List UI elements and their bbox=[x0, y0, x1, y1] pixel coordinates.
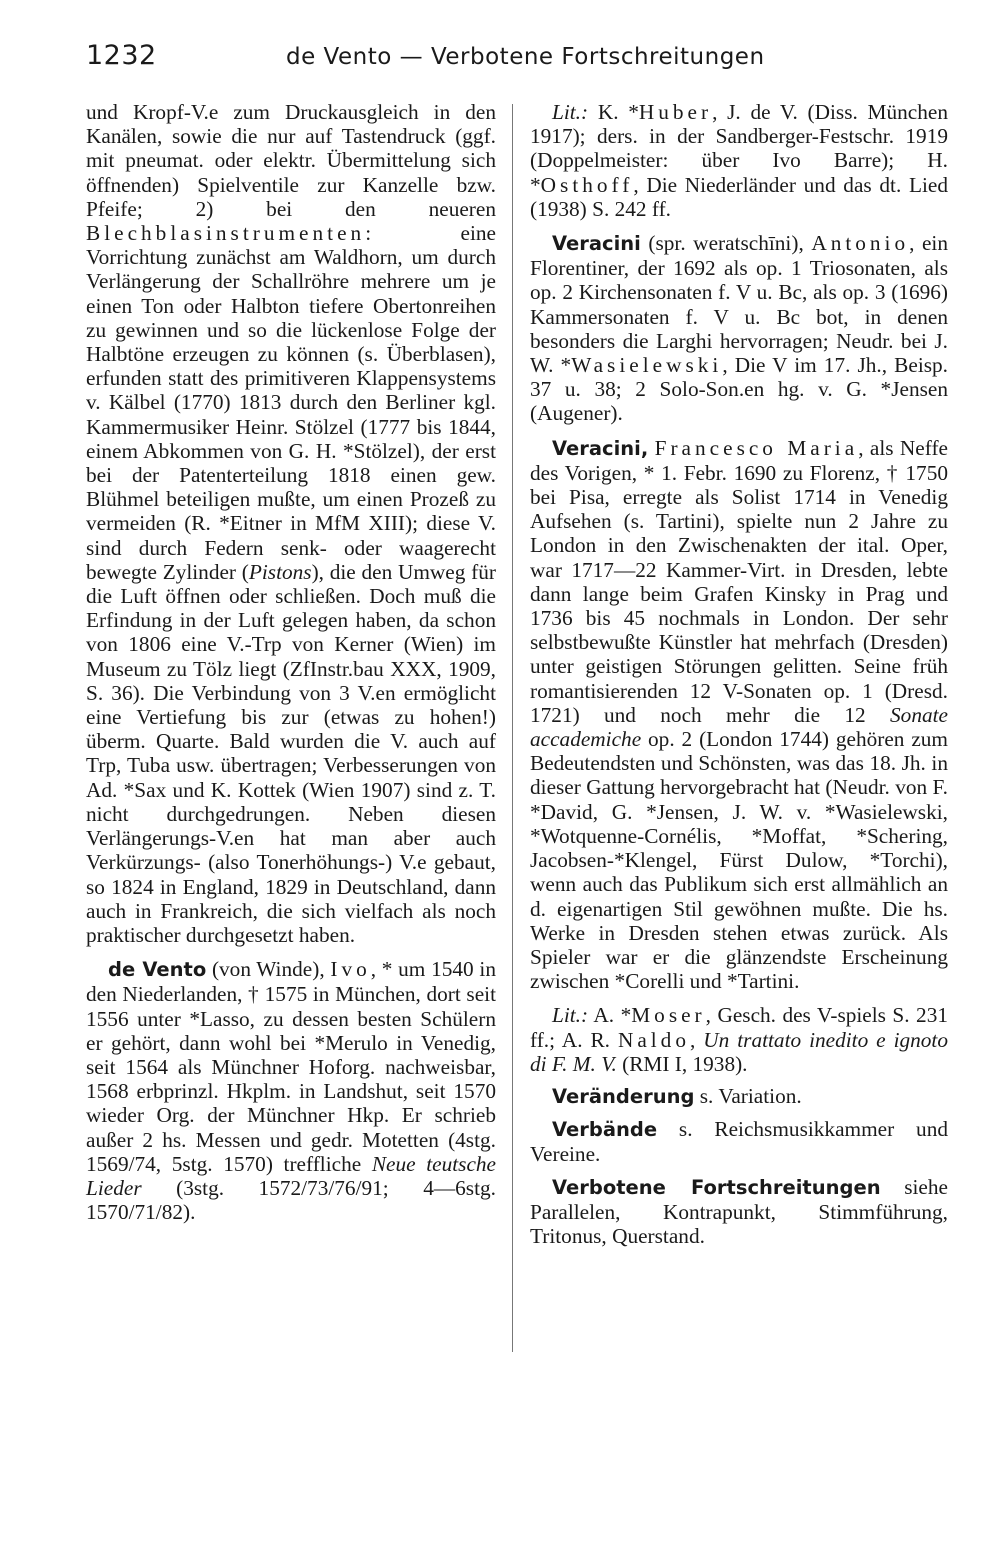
literature-de-vento: Lit.: K. *Huber, J. de V. (Diss. München 1917); ders. in der Sandberger-Festschr. 1919 (Doppelmeister: über Ivo Barre); H. *Osthoff, Die Niederländer und das dt. Lied (1938) S. 242 ff. bbox=[530, 100, 948, 221]
headword: Veracini, bbox=[552, 436, 649, 460]
running-head: de Vento — Verbotene Fortschreitungen bbox=[286, 44, 765, 70]
spaced-term: Blechblasinstrumenten bbox=[86, 221, 366, 246]
headword: Verbotene Fortschreitungen bbox=[552, 1175, 881, 1199]
entry-veracini-antonio: Veracini (spr. weratschīni), Antonio, ein Florentiner, der 1692 als op. 1 Triosonaten, als op. 2 Kirchensonaten f. V u. Bc, als op. 3 (1696) Kammersonaten f. V u. Bc bot, in denen besonders die Larghi hervorragen; Neudr. bei J. W. *Wasielewski, Die V im 17. Jh., Beisp. 37 u. 38; 2 Solo-Son.en hg. v. G. *Jensen (Augener). bbox=[530, 231, 949, 426]
entry-ventil-continued: und Kropf-V.e zum Druckausgleich in den Kanälen, sowie die nur auf Tastendruck (ggf. mit pneumat. oder elektr. Übermittelung sich öffnenden) Spielventile zur Kanzelle bzw. Pfeife; 2) bei den neueren Blechblasinstrumenten: eine Vorrichtung zunächst am Waldhorn, um durch Verlängerung der Schallröhre mehrere um je einen Ton oder Halbton tiefere Obertonreihen zu gewinnen und so die lückenlose Folge der Halbtöne erzeugen zu können (s. Überblasen), erfunden statt des primitiveren Klappensystems v. Kälbel (1770) 1813 durch den Berliner kgl. Kammermusiker Heinr. Stölzel (1777 bis 1844, einem Abkommen von G. H. *Stölzel), der erst bei der Patenterteilung 1818 einen gew. Blühmel beteiligen mußte, um einen Prozeß zu vermeiden (R. *Eitner in MfM XIII); diese V. sind durch Federn senk- oder waagerecht bewegte Zylinder (Pistons), die den Umweg für die Luft öffnen oder schließen. Doch muß die Erfindung in der Luft gelegen haben, da schon von 1806 eine V.-Trp von Kerner (Wien) im Museum zu Tölz liegt (ZfInstr.bau XXX, 1909, S. 36). Die Verbindung von 3 V.en ermöglicht eine Vertiefung bis zur (etwas zu hohen!) überm. Quarte. Bald wurden die V. auch auf Trp, Tuba usw. übertragen; Verbesserungen von Ad. *Sax und K. Kottek (Wien 1907) sind z. T. nicht durchgedrungen. Neben diesen Verlängerungs-V.en hat man aber auch Verkürzungs- (also Tonerhöhungs-) V.e gebaut, so 1824 in England, 1829 in Deutschland, dann auch in Frankreich, die sich vielfach als noch praktischer durchgesetzt haben. bbox=[86, 100, 496, 947]
entry-verbaende: Verbände s. Reichsmusikkammer und Vereine. bbox=[530, 1117, 948, 1167]
headword: Veracini bbox=[552, 232, 641, 256]
headword: de Vento bbox=[108, 958, 207, 982]
headword: Verbände bbox=[552, 1118, 658, 1142]
entry-veraenderung: Veränderung s. Variation. bbox=[552, 1083, 802, 1108]
left-column bbox=[86, 100, 496, 1224]
page-number: 1232 bbox=[86, 40, 157, 71]
entry-de-vento: de Vento (von Winde), Ivo, * um 1540 in den Niederlanden, † 1575 in München, dort seit 1556 unter *Lasso, zu dessen besten Schülern er gehört, dann wohl bei *Merulo in Venedig, seit 1564 als Münchner Hoforg. nachweisbar, 1568 erbprinzl. Hkplm. in Landshut, seit 1570 wieder Org. der Münchner Hkp. Er schrieb außer 2 hs. Messen und gedr. Motetten (4stg. 1569/74, 5stg. 1570) treffliche Neue teutsche Lieder (3stg. 1572/73/76/91; 4—6stg. 1570/71/82). bbox=[86, 957, 496, 1225]
right-column bbox=[530, 100, 948, 1248]
person-name: Ivo bbox=[330, 957, 371, 982]
person-name: Antonio bbox=[811, 231, 910, 256]
page-header bbox=[86, 40, 916, 80]
headword: Veränderung bbox=[552, 1084, 695, 1108]
literature-veracini: Lit.: A. *Moser, Gesch. des V-spiels S. 231 ff.; A. R. Naldo, Un trattato inedito e ignoto di F. M. V. (RMI I, 1938). bbox=[530, 1003, 949, 1076]
entry-verbotene-fortschreitungen: Verbotene Fortschreitungen siehe Parallelen, Kontrapunkt, Stimmführung, Tritonus, Querstand. bbox=[530, 1174, 948, 1248]
entry-veracini-francesco: Veracini, Francesco Maria, als Neffe des Vorigen, * 1. Febr. 1690 zu Florenz, † 1750 bei Pisa, erregte als Solist 1714 in Venedig Aufsehen (s. Tartini), spielte nun 2 Jahre zu London in den Zwischenakten der ital. Oper, war 1717—22 Kammer-Virt. in Dresden, lebte dann lange beim Grafen Kinsky in Prag und 1736 bis 45 nochmals in London. Der sehr selbstbewußte Künstler hat mehrfach (Dresden) unter geistigen Störungen gelitten. Seine früh romantisierenden 12 V-Sonaten op. 1 (Dresd. 1721) und noch mehr die 12 Sonate accademiche op. 2 (London 1744) gehören zum Bedeutendsten und Schönsten, was das 18. Jh. in dieser Gattung hervorgebracht hat (Neudr. von F. *David, G. *Jensen, J. W. v. *Wasielewski, *Wotquenne-Cornélis, *Moffat, *Schering, Jacobsen-*Klengel, Fürst Dulow, *Torchi), wenn auch das Publikum sich erst allmählich an d. eigenartigen Stil gewöhnen mußte. Die hs. Werke in Dresden stehen etwas zurück. Als Spieler war er die glänzendste Erscheinung zwischen *Corelli und *Tartini. bbox=[530, 435, 948, 994]
person-name: Francesco Maria bbox=[654, 435, 859, 460]
column-divider bbox=[512, 104, 513, 1352]
